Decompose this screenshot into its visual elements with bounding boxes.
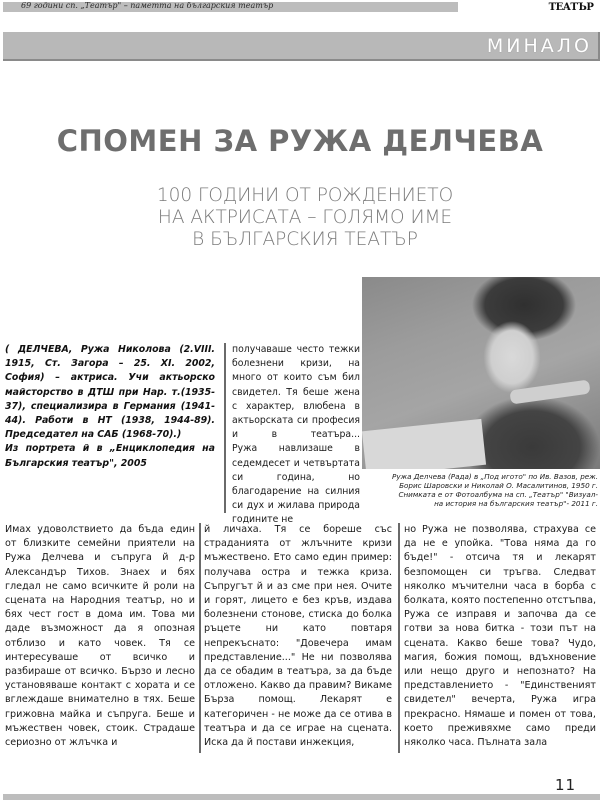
- column-divider: [398, 523, 400, 753]
- biography-text: ( ДЕЛЧЕВА, Ружа Николова (2.VIII. 1915, Ст. Загора – 25. XI. 2002, София) – актриса. Учи актьорско майсторство в ДТШ при Нар. т.(1935-37), специализира в Германия (1941-44). Работи в НТ (1938, 1944-89). Председател на САБ (1968-70).): [5, 344, 215, 441]
- section-label: МИНАЛО: [486, 35, 592, 57]
- footer-bar: [3, 794, 600, 800]
- article-title: СПОМЕН ЗА РУЖА ДЕЛЧЕВА: [56, 124, 544, 158]
- page-number: 11: [555, 776, 577, 794]
- article-photo: [362, 277, 600, 469]
- running-header-strip: [3, 2, 458, 12]
- paragraph: Ружа навлизаше в седемдесет и четвъртата си година, но благодарение на силния си дух и жилава природа годините не: [232, 443, 360, 526]
- column-divider: [199, 523, 201, 753]
- column-mid-bottom: [204, 523, 392, 750]
- paragraph: Имах удоволствието да бъда един от близките семейни приятели на Ружа Делчева и съпруга й д-р Александър Тихов. Знаех и бях гледал не само всичките й роли на сцената на Народния театър, но и бях чест гост в дома им. Това ми даде възможност да я опозная отблизо и като човек. Тя се интересуваше от всичко и разбираше от всичко. Бързо и лесно установяваше контакт с хората и се вглеждаше внимателно в тях. Беше грижовна майка и съпруга. Беше и мъжествен човек, стоик. Страдаше сериозно от жлъчка и: [5, 524, 195, 749]
- subtitle-line: 100 ГОДИНИ ОТ РОЖДЕНИЕТО: [156, 185, 454, 206]
- paragraph: получаваше често тежки болезнени кризи, на много от които съм бил свидетел. Тя беше жена с характер, влюбена в актьорската си професия и в театъра...: [232, 344, 360, 441]
- magazine-logo: ТЕАТЪР: [548, 2, 594, 13]
- paragraph: но Ружа не позволява, страхува се да не е упойка. "Това няма да го бъде!" - отсича тя и лекарят безпомощен си тръгва. Следват няколко мъчителни часа в борба с болката, която постепенно отстъпва, Ружа се изправя и започва да се готви за нова битка - този път на сцената. Какво беше това? Чудо, магия, божия помощ, вдъхновение или нещо друго и непознато? На представлението - "Единственият свидетел" вечерта, Ружа игра прекрасно. Нямаше и помен от това, което преживяхме само преди няколко часа. Пълната зала: [404, 524, 596, 749]
- subtitle-line: В БЪЛГАРСКИЯ ТЕАТЪР: [192, 229, 418, 250]
- photo-detail-paper: [362, 419, 486, 469]
- article-subtitle: [60, 185, 550, 251]
- caption-line: Борис Шаровски и Николай О. Масалитинов, 1950 г.: [399, 481, 598, 490]
- caption-line: Снимката е от Фотоалбума на сп. „Театър" "Визуал-: [398, 490, 598, 499]
- photo-detail-collar: [509, 380, 590, 405]
- caption-line: на история на българския театър"- 2011 г.: [434, 499, 598, 508]
- biography-intro: [5, 343, 215, 471]
- biography-source: Из портрета й в „Енциклопедия на Българския театър", 2005: [5, 443, 215, 469]
- photo-caption: [362, 472, 598, 508]
- paragraph: й личаха. Тя се бореше със страданията от жлъчните кризи мъжествено. Ето само един пример: получава остра и тежка криза. Съпругът й и аз сме при нея. Очите и горят, лицето е без кръв, издава болезнени стонове, стиска до болка ръцете ни като повтаря непрекъснато: "Довечера имам представление..." Не ни позволява да се обадим в театъра, за да бъде отложено. Какво да правим? Викаме Бърза помощ. Лекарят е категоричен - не може да се отива в театъра и да се играе на сцената. Иска да й постави инжекция,: [204, 524, 393, 749]
- caption-line: Ружа Делчева (Рада) в „Под игото" по Ив. Вазов, реж.: [392, 472, 598, 481]
- section-bar: [3, 32, 600, 61]
- column-mid-top: [232, 343, 360, 528]
- subtitle-line: НА АКТРИСАТА – ГОЛЯМО ИМЕ: [157, 207, 453, 228]
- column-divider: [224, 343, 226, 513]
- column-right-bottom: [404, 523, 596, 750]
- column-left-bottom: [5, 523, 195, 750]
- running-title: 69 години сп. „Театър" – паметта на българския театър: [21, 2, 274, 10]
